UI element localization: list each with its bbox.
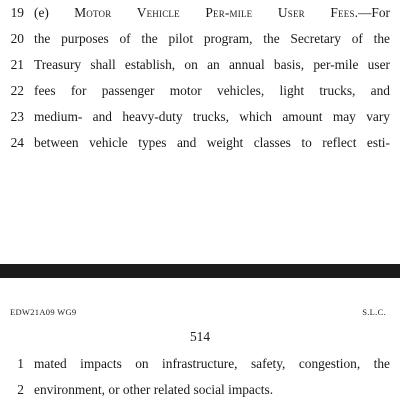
heading-tail: .—For	[354, 5, 390, 20]
line-text: between vehicle types and weight classes to reflect esti-	[34, 135, 390, 150]
line-number: 24	[10, 135, 24, 150]
line-text	[34, 0, 390, 26]
subsection-marker: (e)	[34, 5, 75, 20]
text-line	[0, 130, 400, 156]
text-line	[0, 52, 400, 78]
slc-header: S.L.C.	[362, 307, 386, 317]
line-number: 21	[10, 57, 24, 72]
line-number: 19	[10, 5, 24, 20]
line-text: the purposes of the pilot program, the Secretary of the	[34, 31, 390, 46]
line-text: fees for passenger motor vehicles, light trucks, and	[34, 83, 390, 98]
text-line	[0, 104, 400, 130]
line-number: 20	[10, 31, 24, 46]
text-line	[0, 351, 400, 377]
line-text: mated impacts on infrastructure, safety, congestion, the	[34, 356, 390, 371]
text-line	[0, 0, 400, 26]
line-text: environment, or other related social impacts.	[34, 382, 274, 397]
text-line	[0, 377, 400, 403]
line-number: 22	[10, 83, 24, 98]
line-number: 1	[17, 356, 24, 371]
text-line	[0, 78, 400, 104]
line-text: Treasury shall establish, on an annual basis, per-mile user	[34, 57, 390, 72]
text-line	[0, 26, 400, 52]
subsection-heading: Motor Vehicle Per-mile User Fees	[74, 5, 355, 20]
page-number: 514	[189, 329, 211, 344]
line-number: 2	[17, 382, 24, 397]
document-id-header: EDW21A09 WG9	[10, 307, 77, 317]
line-text: medium- and heavy-duty trucks, which amount may vary	[34, 109, 390, 124]
line-number: 23	[10, 109, 24, 124]
page-break-divider	[0, 264, 400, 278]
